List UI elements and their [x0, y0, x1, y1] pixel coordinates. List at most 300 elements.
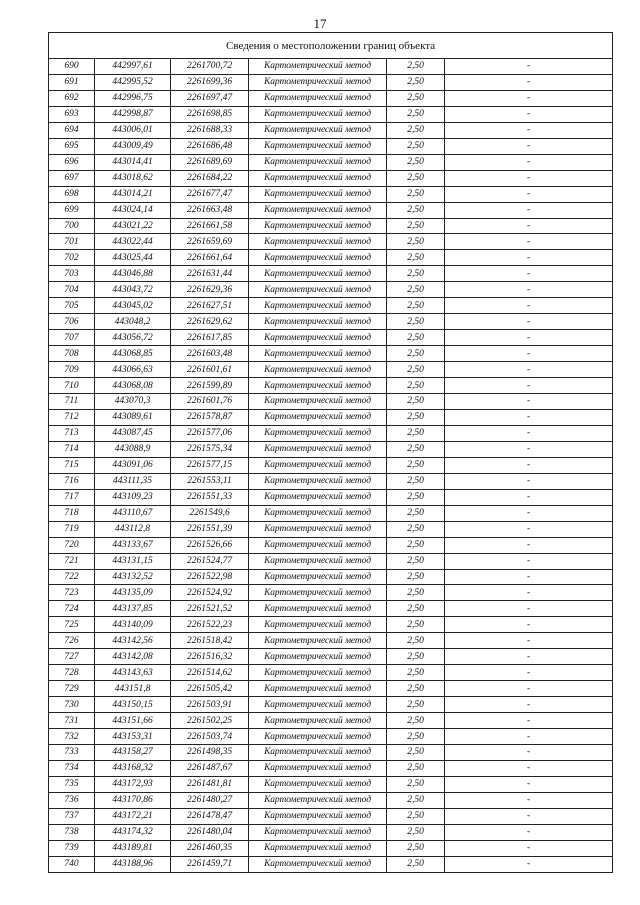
y-coordinate-cell: 2261503,91: [171, 697, 249, 713]
description-cell: -: [445, 266, 613, 282]
y-coordinate-cell: 2261699,36: [171, 74, 249, 90]
x-coordinate-cell: 443172,93: [95, 776, 171, 792]
accuracy-cell: 2,50: [387, 681, 445, 697]
x-coordinate-cell: 442995,52: [95, 74, 171, 90]
point-number-cell: 720: [49, 537, 95, 553]
table-row: [49, 74, 613, 90]
point-number-cell: 722: [49, 569, 95, 585]
point-number-cell: 734: [49, 760, 95, 776]
table-body: [49, 59, 613, 873]
description-cell: -: [445, 394, 613, 410]
method-cell: Картометрический метод: [249, 186, 387, 202]
description-cell: -: [445, 282, 613, 298]
x-coordinate-cell: 443132,52: [95, 569, 171, 585]
x-coordinate-cell: 443045,02: [95, 298, 171, 314]
y-coordinate-cell: 2261521,52: [171, 601, 249, 617]
y-coordinate-cell: 2261631,44: [171, 266, 249, 282]
point-number-cell: 731: [49, 713, 95, 729]
point-number-cell: 703: [49, 266, 95, 282]
description-cell: -: [445, 713, 613, 729]
method-cell: Картометрический метод: [249, 234, 387, 250]
y-coordinate-cell: 2261522,23: [171, 617, 249, 633]
point-number-cell: 701: [49, 234, 95, 250]
table-row: [49, 409, 613, 425]
point-number-cell: 691: [49, 74, 95, 90]
x-coordinate-cell: 443170,86: [95, 792, 171, 808]
method-cell: Картометрический метод: [249, 537, 387, 553]
accuracy-cell: 2,50: [387, 90, 445, 106]
description-cell: -: [445, 170, 613, 186]
y-coordinate-cell: 2261551,39: [171, 521, 249, 537]
method-cell: Картометрический метод: [249, 394, 387, 410]
y-coordinate-cell: 2261601,76: [171, 394, 249, 410]
boundary-coordinates-table: [48, 32, 613, 873]
accuracy-cell: 2,50: [387, 489, 445, 505]
x-coordinate-cell: 443088,9: [95, 441, 171, 457]
y-coordinate-cell: 2261524,77: [171, 553, 249, 569]
description-cell: -: [445, 633, 613, 649]
x-coordinate-cell: 443151,66: [95, 713, 171, 729]
accuracy-cell: 2,50: [387, 792, 445, 808]
y-coordinate-cell: 2261677,47: [171, 186, 249, 202]
x-coordinate-cell: 443140,09: [95, 617, 171, 633]
table-row: [49, 90, 613, 106]
point-number-cell: 740: [49, 856, 95, 872]
point-number-cell: 690: [49, 59, 95, 75]
y-coordinate-cell: 2261661,64: [171, 250, 249, 266]
x-coordinate-cell: 443056,72: [95, 330, 171, 346]
method-cell: Картометрический метод: [249, 250, 387, 266]
x-coordinate-cell: 443046,88: [95, 266, 171, 282]
x-coordinate-cell: 443014,41: [95, 154, 171, 170]
accuracy-cell: 2,50: [387, 457, 445, 473]
description-cell: -: [445, 840, 613, 856]
point-number-cell: 738: [49, 824, 95, 840]
point-number-cell: 723: [49, 585, 95, 601]
x-coordinate-cell: 443142,08: [95, 649, 171, 665]
point-number-cell: 707: [49, 330, 95, 346]
method-cell: Картометрический метод: [249, 760, 387, 776]
point-number-cell: 732: [49, 729, 95, 745]
accuracy-cell: 2,50: [387, 250, 445, 266]
table-row: [49, 681, 613, 697]
table-row: [49, 250, 613, 266]
description-cell: -: [445, 697, 613, 713]
description-cell: -: [445, 744, 613, 760]
accuracy-cell: 2,50: [387, 298, 445, 314]
table-row: [49, 298, 613, 314]
method-cell: Картометрический метод: [249, 473, 387, 489]
x-coordinate-cell: 443024,14: [95, 202, 171, 218]
x-coordinate-cell: 442997,61: [95, 59, 171, 75]
accuracy-cell: 2,50: [387, 282, 445, 298]
y-coordinate-cell: 2261575,34: [171, 441, 249, 457]
accuracy-cell: 2,50: [387, 330, 445, 346]
x-coordinate-cell: 443172,21: [95, 808, 171, 824]
description-cell: -: [445, 729, 613, 745]
method-cell: Картометрический метод: [249, 409, 387, 425]
description-cell: -: [445, 856, 613, 872]
y-coordinate-cell: 2261526,66: [171, 537, 249, 553]
accuracy-cell: 2,50: [387, 154, 445, 170]
description-cell: -: [445, 409, 613, 425]
method-cell: Картометрический метод: [249, 346, 387, 362]
point-number-cell: 739: [49, 840, 95, 856]
accuracy-cell: 2,50: [387, 138, 445, 154]
x-coordinate-cell: 443112,8: [95, 521, 171, 537]
point-number-cell: 736: [49, 792, 95, 808]
table-row: [49, 537, 613, 553]
method-cell: Картометрический метод: [249, 649, 387, 665]
y-coordinate-cell: 2261522,98: [171, 569, 249, 585]
table-row: [49, 601, 613, 617]
method-cell: Картометрический метод: [249, 729, 387, 745]
y-coordinate-cell: 2261460,35: [171, 840, 249, 856]
description-cell: -: [445, 553, 613, 569]
y-coordinate-cell: 2261487,67: [171, 760, 249, 776]
method-cell: Картометрический метод: [249, 521, 387, 537]
y-coordinate-cell: 2261577,06: [171, 425, 249, 441]
point-number-cell: 704: [49, 282, 95, 298]
table-row: [49, 649, 613, 665]
x-coordinate-cell: 443018,62: [95, 170, 171, 186]
method-cell: Картометрический метод: [249, 59, 387, 75]
description-cell: -: [445, 569, 613, 585]
accuracy-cell: 2,50: [387, 617, 445, 633]
description-cell: -: [445, 346, 613, 362]
y-coordinate-cell: 2261629,36: [171, 282, 249, 298]
x-coordinate-cell: 443168,32: [95, 760, 171, 776]
table-row: [49, 553, 613, 569]
x-coordinate-cell: 443143,63: [95, 665, 171, 681]
description-cell: -: [445, 585, 613, 601]
description-cell: -: [445, 59, 613, 75]
x-coordinate-cell: 443043,72: [95, 282, 171, 298]
table-row: [49, 744, 613, 760]
point-number-cell: 733: [49, 744, 95, 760]
accuracy-cell: 2,50: [387, 314, 445, 330]
accuracy-cell: 2,50: [387, 362, 445, 378]
method-cell: Картометрический метод: [249, 776, 387, 792]
y-coordinate-cell: 2261553,11: [171, 473, 249, 489]
y-coordinate-cell: 2261549,6: [171, 505, 249, 521]
y-coordinate-cell: 2261663,48: [171, 202, 249, 218]
table-row: [49, 505, 613, 521]
accuracy-cell: 2,50: [387, 808, 445, 824]
x-coordinate-cell: 443006,01: [95, 122, 171, 138]
accuracy-cell: 2,50: [387, 74, 445, 90]
method-cell: Картометрический метод: [249, 218, 387, 234]
accuracy-cell: 2,50: [387, 106, 445, 122]
y-coordinate-cell: 2261688,33: [171, 122, 249, 138]
y-coordinate-cell: 2261684,22: [171, 170, 249, 186]
table-row: [49, 266, 613, 282]
accuracy-cell: 2,50: [387, 234, 445, 250]
y-coordinate-cell: 2261617,85: [171, 330, 249, 346]
accuracy-cell: 2,50: [387, 713, 445, 729]
point-number-cell: 705: [49, 298, 95, 314]
description-cell: -: [445, 473, 613, 489]
point-number-cell: 730: [49, 697, 95, 713]
table-row: [49, 378, 613, 394]
accuracy-cell: 2,50: [387, 824, 445, 840]
method-cell: Картометрический метод: [249, 266, 387, 282]
method-cell: Картометрический метод: [249, 314, 387, 330]
y-coordinate-cell: 2261629,62: [171, 314, 249, 330]
table-row: [49, 617, 613, 633]
method-cell: Картометрический метод: [249, 505, 387, 521]
table-row: [49, 697, 613, 713]
page-number: 17: [313, 16, 327, 31]
point-number-cell: 716: [49, 473, 95, 489]
table-row: [49, 457, 613, 473]
method-cell: Картометрический метод: [249, 298, 387, 314]
method-cell: Картометрический метод: [249, 617, 387, 633]
point-number-cell: 695: [49, 138, 95, 154]
y-coordinate-cell: 2261514,62: [171, 665, 249, 681]
y-coordinate-cell: 2261481,81: [171, 776, 249, 792]
y-coordinate-cell: 2261502,25: [171, 713, 249, 729]
description-cell: -: [445, 808, 613, 824]
x-coordinate-cell: 443087,45: [95, 425, 171, 441]
table-row: [49, 489, 613, 505]
method-cell: Картометрический метод: [249, 569, 387, 585]
y-coordinate-cell: 2261659,69: [171, 234, 249, 250]
accuracy-cell: 2,50: [387, 473, 445, 489]
description-cell: -: [445, 138, 613, 154]
table-row: [49, 346, 613, 362]
method-cell: Картометрический метод: [249, 90, 387, 106]
description-cell: -: [445, 824, 613, 840]
method-cell: Картометрический метод: [249, 489, 387, 505]
point-number-cell: 706: [49, 314, 95, 330]
table-row: [49, 729, 613, 745]
method-cell: Картометрический метод: [249, 697, 387, 713]
description-cell: -: [445, 154, 613, 170]
accuracy-cell: 2,50: [387, 744, 445, 760]
y-coordinate-cell: 2261603,48: [171, 346, 249, 362]
y-coordinate-cell: 2261516,32: [171, 649, 249, 665]
y-coordinate-cell: 2261524,92: [171, 585, 249, 601]
description-cell: -: [445, 521, 613, 537]
method-cell: Картометрический метод: [249, 378, 387, 394]
point-number-cell: 727: [49, 649, 95, 665]
description-cell: -: [445, 186, 613, 202]
accuracy-cell: 2,50: [387, 537, 445, 553]
description-cell: -: [445, 425, 613, 441]
description-cell: -: [445, 617, 613, 633]
table-row: [49, 170, 613, 186]
y-coordinate-cell: 2261686,48: [171, 138, 249, 154]
x-coordinate-cell: 443014,21: [95, 186, 171, 202]
x-coordinate-cell: 443089,61: [95, 409, 171, 425]
table-row: [49, 154, 613, 170]
method-cell: Картометрический метод: [249, 362, 387, 378]
table-row: [49, 394, 613, 410]
point-number-cell: 710: [49, 378, 95, 394]
y-coordinate-cell: 2261478,47: [171, 808, 249, 824]
y-coordinate-cell: 2261551,33: [171, 489, 249, 505]
accuracy-cell: 2,50: [387, 633, 445, 649]
accuracy-cell: 2,50: [387, 697, 445, 713]
point-number-cell: 699: [49, 202, 95, 218]
accuracy-cell: 2,50: [387, 186, 445, 202]
accuracy-cell: 2,50: [387, 729, 445, 745]
point-number-cell: 712: [49, 409, 95, 425]
accuracy-cell: 2,50: [387, 840, 445, 856]
x-coordinate-cell: 443189,81: [95, 840, 171, 856]
accuracy-cell: 2,50: [387, 202, 445, 218]
method-cell: Картометрический метод: [249, 74, 387, 90]
table-row: [49, 106, 613, 122]
y-coordinate-cell: 2261498,35: [171, 744, 249, 760]
x-coordinate-cell: 443135,09: [95, 585, 171, 601]
y-coordinate-cell: 2261698,85: [171, 106, 249, 122]
table-row: [49, 473, 613, 489]
method-cell: Картометрический метод: [249, 202, 387, 218]
x-coordinate-cell: 443109,23: [95, 489, 171, 505]
description-cell: -: [445, 457, 613, 473]
description-cell: -: [445, 792, 613, 808]
table-row: [49, 441, 613, 457]
point-number-cell: 711: [49, 394, 95, 410]
accuracy-cell: 2,50: [387, 601, 445, 617]
point-number-cell: 735: [49, 776, 95, 792]
x-coordinate-cell: 443150,15: [95, 697, 171, 713]
y-coordinate-cell: 2261459,71: [171, 856, 249, 872]
table-row: [49, 792, 613, 808]
accuracy-cell: 2,50: [387, 122, 445, 138]
point-number-cell: 700: [49, 218, 95, 234]
description-cell: -: [445, 378, 613, 394]
y-coordinate-cell: 2261601,61: [171, 362, 249, 378]
method-cell: Картометрический метод: [249, 824, 387, 840]
method-cell: Картометрический метод: [249, 457, 387, 473]
y-coordinate-cell: 2261627,51: [171, 298, 249, 314]
table-row: [49, 776, 613, 792]
x-coordinate-cell: 443131,15: [95, 553, 171, 569]
point-number-cell: 725: [49, 617, 95, 633]
table-row: [49, 314, 613, 330]
table-row: [49, 633, 613, 649]
accuracy-cell: 2,50: [387, 521, 445, 537]
x-coordinate-cell: 443021,22: [95, 218, 171, 234]
y-coordinate-cell: 2261480,27: [171, 792, 249, 808]
description-cell: -: [445, 537, 613, 553]
method-cell: Картометрический метод: [249, 601, 387, 617]
y-coordinate-cell: 2261689,69: [171, 154, 249, 170]
method-cell: Картометрический метод: [249, 122, 387, 138]
table-row: [49, 202, 613, 218]
accuracy-cell: 2,50: [387, 346, 445, 362]
description-cell: -: [445, 122, 613, 138]
description-cell: -: [445, 665, 613, 681]
table-title: Сведения о местоположении границ объекта: [49, 33, 613, 59]
accuracy-cell: 2,50: [387, 59, 445, 75]
description-cell: -: [445, 760, 613, 776]
x-coordinate-cell: 443188,96: [95, 856, 171, 872]
table-row: [49, 330, 613, 346]
table-row: [49, 425, 613, 441]
table-row: [49, 122, 613, 138]
table-row: [49, 760, 613, 776]
y-coordinate-cell: 2261697,47: [171, 90, 249, 106]
point-number-cell: 698: [49, 186, 95, 202]
point-number-cell: 697: [49, 170, 95, 186]
method-cell: Картометрический метод: [249, 425, 387, 441]
method-cell: Картометрический метод: [249, 553, 387, 569]
x-coordinate-cell: 443009,49: [95, 138, 171, 154]
table-row: [49, 59, 613, 75]
table-row: [49, 521, 613, 537]
accuracy-cell: 2,50: [387, 585, 445, 601]
y-coordinate-cell: 2261577,15: [171, 457, 249, 473]
description-cell: -: [445, 314, 613, 330]
x-coordinate-cell: 442998,87: [95, 106, 171, 122]
x-coordinate-cell: 443110,67: [95, 505, 171, 521]
point-number-cell: 718: [49, 505, 95, 521]
table-row: [49, 282, 613, 298]
description-cell: -: [445, 250, 613, 266]
description-cell: -: [445, 202, 613, 218]
table-row: [49, 218, 613, 234]
method-cell: Картометрический метод: [249, 106, 387, 122]
y-coordinate-cell: 2261503,74: [171, 729, 249, 745]
point-number-cell: 692: [49, 90, 95, 106]
table-row: [49, 234, 613, 250]
table-row: [49, 138, 613, 154]
point-number-cell: 729: [49, 681, 95, 697]
table-row: [49, 713, 613, 729]
description-cell: -: [445, 234, 613, 250]
method-cell: Картометрический метод: [249, 170, 387, 186]
x-coordinate-cell: 443070,3: [95, 394, 171, 410]
method-cell: Картометрический метод: [249, 808, 387, 824]
description-cell: -: [445, 489, 613, 505]
method-cell: Картометрический метод: [249, 441, 387, 457]
table-row: [49, 186, 613, 202]
accuracy-cell: 2,50: [387, 409, 445, 425]
description-cell: -: [445, 218, 613, 234]
accuracy-cell: 2,50: [387, 569, 445, 585]
method-cell: Картометрический метод: [249, 744, 387, 760]
accuracy-cell: 2,50: [387, 378, 445, 394]
table-row: [49, 808, 613, 824]
description-cell: -: [445, 298, 613, 314]
point-number-cell: 737: [49, 808, 95, 824]
x-coordinate-cell: 443025,44: [95, 250, 171, 266]
accuracy-cell: 2,50: [387, 760, 445, 776]
method-cell: Картометрический метод: [249, 792, 387, 808]
x-coordinate-cell: 443066,63: [95, 362, 171, 378]
accuracy-cell: 2,50: [387, 218, 445, 234]
description-cell: -: [445, 776, 613, 792]
x-coordinate-cell: 443111,35: [95, 473, 171, 489]
y-coordinate-cell: 2261700,72: [171, 59, 249, 75]
accuracy-cell: 2,50: [387, 776, 445, 792]
description-cell: -: [445, 106, 613, 122]
method-cell: Картометрический метод: [249, 585, 387, 601]
table-row: [49, 585, 613, 601]
point-number-cell: 709: [49, 362, 95, 378]
y-coordinate-cell: 2261661,58: [171, 218, 249, 234]
y-coordinate-cell: 2261518,42: [171, 633, 249, 649]
y-coordinate-cell: 2261480,04: [171, 824, 249, 840]
point-number-cell: 728: [49, 665, 95, 681]
x-coordinate-cell: 443091,06: [95, 457, 171, 473]
x-coordinate-cell: 443142,56: [95, 633, 171, 649]
accuracy-cell: 2,50: [387, 170, 445, 186]
